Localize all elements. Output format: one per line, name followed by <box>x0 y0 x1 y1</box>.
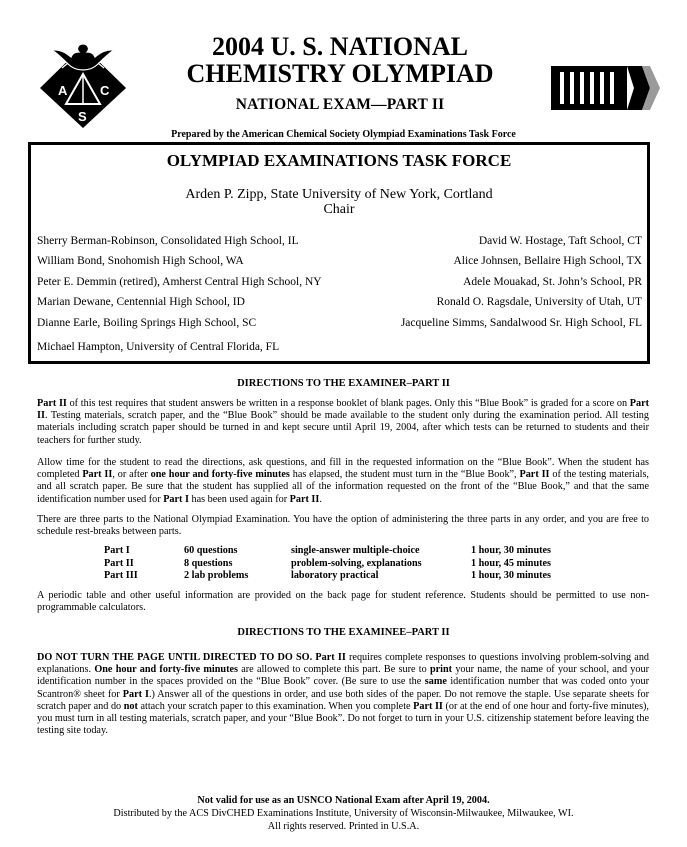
title-line-2: CHEMISTRY OLYMPIAD <box>186 59 494 88</box>
member-left-2: William Bond, Snohomish High School, WA <box>37 255 244 267</box>
emphasis: Part II <box>413 700 443 712</box>
part-type: problem-solving, explanations <box>291 557 422 569</box>
parts-row <box>104 558 581 571</box>
logo-letter-s: S <box>78 109 87 124</box>
part-name: Part III <box>104 570 138 581</box>
part-time: 1 hour, 30 minutes <box>471 545 552 556</box>
emphasis: Part I <box>122 688 149 700</box>
validity-notice: Not valid for use as an USNCO National Exam after April 19, 2004. <box>197 795 490 806</box>
part-name: Part I <box>104 545 130 556</box>
logo-letter-a: A <box>58 83 68 98</box>
task-force-heading: OLYMPIAD EXAMINATIONS TASK FORCE <box>166 151 512 170</box>
chair-name: Arden P. Zipp, State University of New York, Cortland <box>185 187 493 202</box>
member-right-3: Adele Mouakad, St. John’s School, PR <box>463 276 642 288</box>
member-right-2: Alice Johnsen, Bellaire High School, TX <box>453 255 642 267</box>
part-type: laboratory practical <box>291 570 379 581</box>
acs-eagle-logo <box>38 40 128 128</box>
emphasis: DO NOT TURN THE PAGE UNTIL DIRECTED TO DO SO. Part II <box>37 652 346 663</box>
emphasis: Part II <box>519 469 550 481</box>
emphasis: Part II <box>82 469 113 481</box>
emphasis: Part II <box>289 493 320 505</box>
part-time: 1 hour, 45 minutes <box>471 557 552 569</box>
chair-role: Chair <box>323 202 355 217</box>
part-count: 60 questions <box>184 545 238 556</box>
title-line-1: 2004 U. S. NATIONAL <box>212 32 468 61</box>
parts-row <box>104 570 581 583</box>
parts-table <box>104 545 581 583</box>
distribution-line: Distributed by the ACS DivCHED Examinations Institute, University of Wisconsin-Milwaukee, Milwaukee, WI. <box>113 808 574 819</box>
part-name: Part II <box>104 557 134 569</box>
prepared-by: Prepared by the American Chemical Society Olympiad Examinations Task Force <box>171 129 516 140</box>
title-block <box>140 33 540 114</box>
member-right-1: David W. Hostage, Taft School, CT <box>478 235 642 247</box>
examiner-paragraph-1: Part II of this test requires that student answers be written in a response booklet of blank pages. Only this “Blue Book” is graded for a score on Part II. Testing materials, scratch paper, and the “Blue Book” should be made available to the student only during the examination period. All testing materials including scratch paper should be turned in and kept secure until April 19, 2004, after which tests can be returned to students and their teachers for further study. <box>37 398 649 446</box>
exam-subtitle: NATIONAL EXAM—PART II <box>235 96 445 113</box>
examinee-heading: DIRECTIONS TO THE EXAMINEE–PART II <box>237 627 450 638</box>
examiner-paragraph-4: A periodic table and other useful information are provided on the back page for student reference. Students should be permitted to use non-programmable calculators. <box>37 590 649 614</box>
examiner-heading: DIRECTIONS TO THE EXAMINER–PART II <box>237 378 450 389</box>
emphasis: not <box>123 700 138 712</box>
emphasis: one hour and forty-five minutes <box>150 469 290 481</box>
member-left-4: Marian Dewane, Centennial High School, ID <box>37 296 245 308</box>
emphasis: Part I <box>163 493 189 505</box>
emphasis: print <box>429 664 453 676</box>
part-time: 1 hour, 30 minutes <box>471 570 552 581</box>
emphasis: same <box>424 676 447 688</box>
member-right-5: Jacqueline Simms, Sandalwood Sr. High School, FL <box>400 317 642 329</box>
emphasis: Part II <box>37 398 67 409</box>
member-right-4: Ronald O. Ragsdale, University of Utah, UT <box>436 296 642 308</box>
part-type: single-answer multiple-choice <box>291 545 420 556</box>
member-left-1: Sherry Berman-Robinson, Consolidated High School, IL <box>37 235 299 247</box>
member-left-6: Michael Hampton, University of Central Florida, FL <box>37 341 280 353</box>
examiner-paragraph-2: Allow time for the student to read the directions, ask questions, and fill in the requested information on the “Blue Book”. When the student has completed Part II, or after one hour and forty-five minutes has elapsed, the student must turn in the “Blue Book”, Part II of the testing materials, and all scratch paper. Be sure that the student has supplied all of the information requested on the front of the “Blue Book,” and that the same identification number used for Part I has been used again for Part II. <box>37 457 649 505</box>
member-left-5: Dianne Earle, Boiling Springs High School, SC <box>37 317 257 329</box>
olympiad-bars-logo <box>550 60 662 116</box>
part-count: 2 lab problems <box>184 570 249 581</box>
examiner-paragraph-3: There are three parts to the National Olympiad Examination. You have the option of administering the three parts in any order, and you are free to schedule rest-breaks between parts. <box>37 514 649 538</box>
member-left-3: Peter E. Demmin (retired), Amherst Central High School, NY <box>37 276 322 288</box>
emphasis: One hour and forty-five minutes <box>94 664 238 676</box>
part-count: 8 questions <box>184 557 233 569</box>
rights-line: All rights reserved. Printed in U.S.A. <box>267 821 420 832</box>
logo-letter-c: C <box>100 83 110 98</box>
examinee-paragraph-1: DO NOT TURN THE PAGE UNTIL DIRECTED TO DO SO. Part II requires complete responses to questions involving problem-solving and explanations. One hour and forty-five minutes are allowed to complete this part. Be sure to print your name, the name of your school, and your identification number in the spaces provided on the “Blue Book” cover. (Be sure to use the same identification number that was coded onto your Scantron® sheet for Part I.) Answer all of the questions in order, and use both sides of the paper. Do not remove the staple. Use separate sheets for scratch paper and do not attach your scratch paper to this examination. When you complete Part II (or at the end of one hour and forty-five minutes), you must turn in all testing materials, scratch paper, and your “Blue Book”. Do not forget to turn in your U.S. citizenship statement before leaving the testing site today. <box>37 652 650 737</box>
emphasis: Part II <box>37 398 649 422</box>
task-force-box <box>28 142 650 364</box>
parts-row <box>104 545 581 558</box>
